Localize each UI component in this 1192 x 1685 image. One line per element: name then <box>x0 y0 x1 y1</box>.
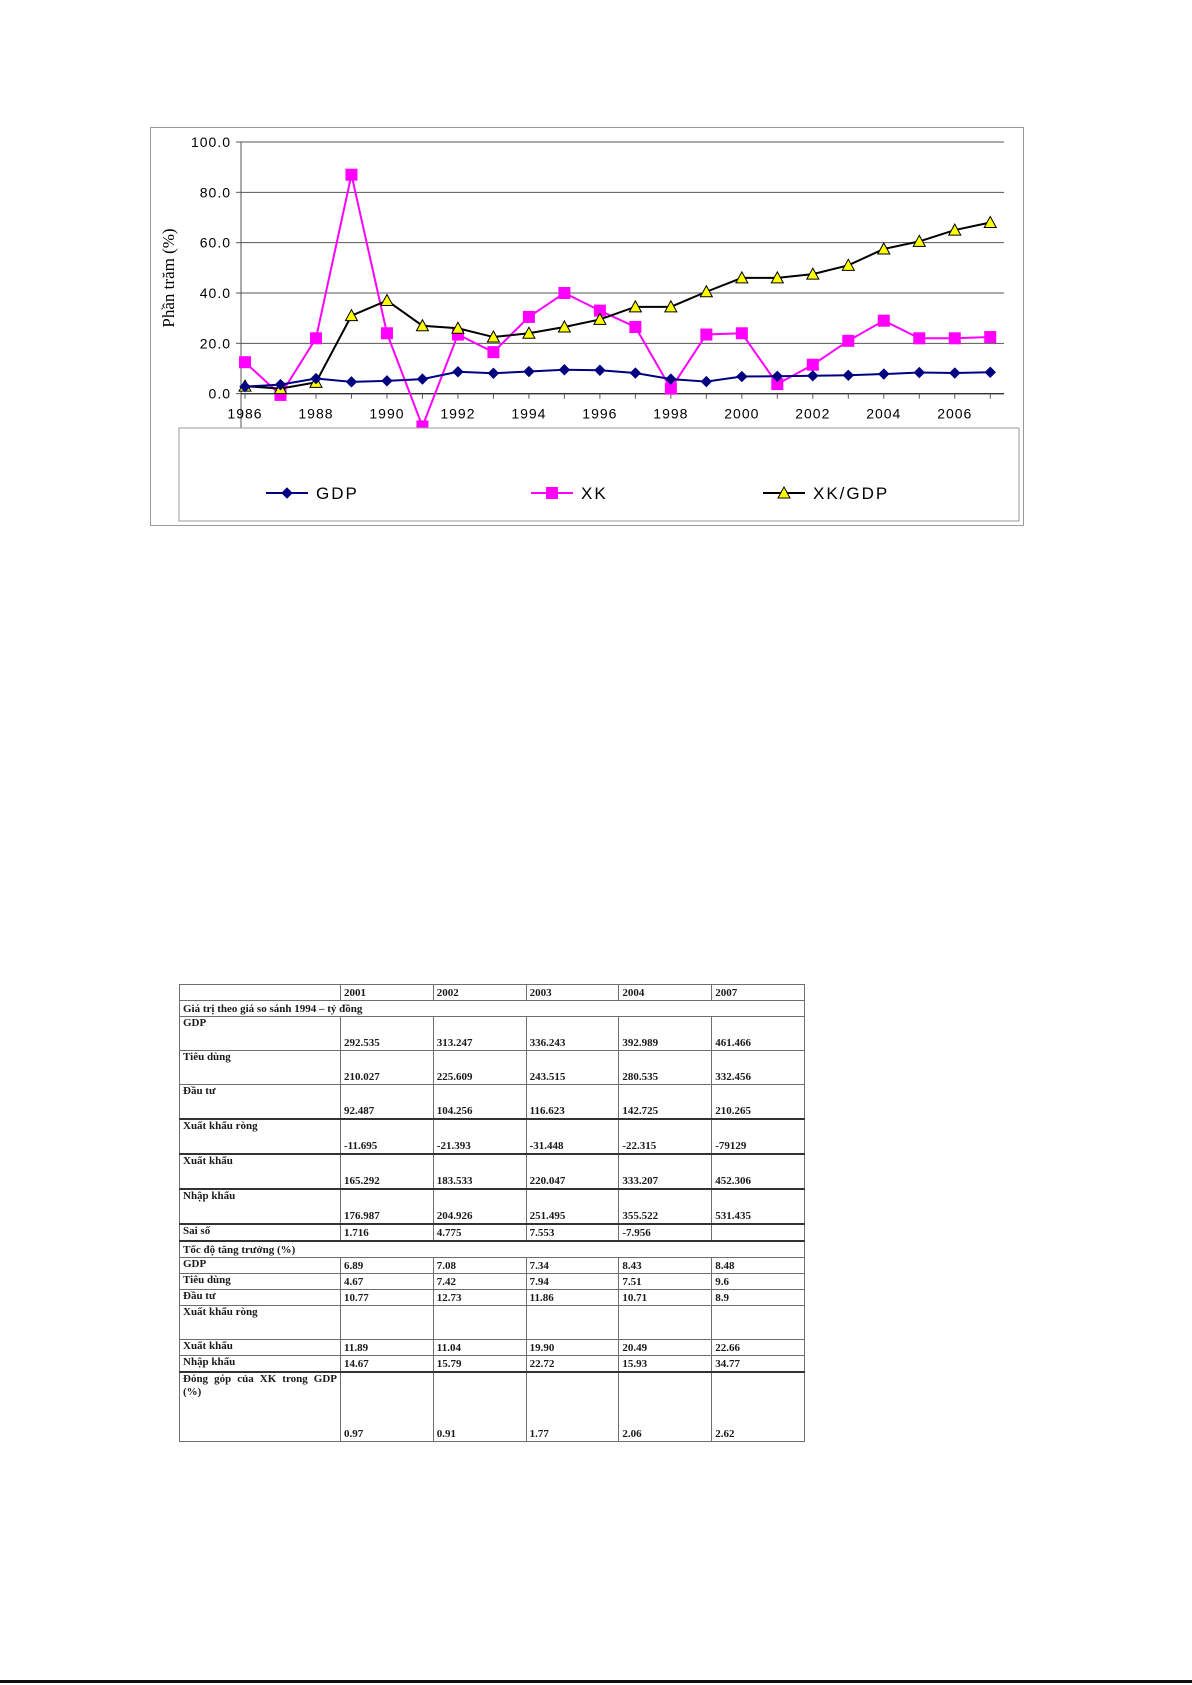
data-table-container <box>179 984 804 1442</box>
table-cell <box>712 1224 805 1241</box>
table-header-row <box>180 985 805 1001</box>
x-tick-label: 1990 <box>369 405 405 422</box>
row-label: Xuất khẩu <box>180 1154 341 1189</box>
data-point-xk <box>346 169 357 180</box>
table-cell: 9.6 <box>712 1274 805 1290</box>
table-cell <box>712 1306 805 1340</box>
table-cell <box>526 1306 619 1340</box>
table-row <box>180 1356 805 1373</box>
data-point-xk-gdp <box>842 259 854 270</box>
data-point-xk <box>701 329 712 340</box>
data-point-xk <box>559 288 570 299</box>
y-axis-label: Phần trăm (%) <box>159 228 178 328</box>
table-cell: 4.775 <box>433 1224 526 1241</box>
table-cell: 7.94 <box>526 1274 619 1290</box>
y-tick-label: 0.0 <box>208 385 231 402</box>
data-point-gdp <box>808 371 818 381</box>
table-cell: 142.725 <box>619 1085 712 1120</box>
table-cell: -22.315 <box>619 1119 712 1154</box>
table-cell: 333.207 <box>619 1154 712 1189</box>
x-tick-label: 2006 <box>937 405 973 422</box>
table-cell: 332.456 <box>712 1051 805 1085</box>
row-label: Nhập khẩu <box>180 1189 341 1224</box>
y-tick-label: 100.0 <box>190 134 231 150</box>
series-line-xk-gdp <box>245 223 990 389</box>
table-cell: 243.515 <box>526 1051 619 1085</box>
section-title: Giá trị theo giá so sánh 1994 – tỷ đồng <box>180 1001 805 1017</box>
table-cell: -21.393 <box>433 1119 526 1154</box>
table-row <box>180 1017 805 1051</box>
table-cell: 7.42 <box>433 1274 526 1290</box>
table-row <box>180 1189 805 1224</box>
data-point-gdp <box>453 367 463 377</box>
table-row <box>180 1258 805 1274</box>
column-header: 2001 <box>341 985 434 1001</box>
data-point-gdp <box>382 376 392 386</box>
x-tick-label: 1996 <box>582 405 618 422</box>
table-cell: 15.79 <box>433 1356 526 1373</box>
legend-box <box>179 428 1019 521</box>
section-title-row <box>180 1241 805 1258</box>
table-row <box>180 1306 805 1340</box>
table-cell: 2.06 <box>619 1372 712 1442</box>
series-line-xk <box>245 175 990 427</box>
data-point-gdp <box>843 370 853 380</box>
grid-lines <box>236 142 1004 444</box>
data-point-xk <box>488 347 499 358</box>
table-cell: 292.535 <box>341 1017 434 1051</box>
section-title: Tốc độ tăng trưởng (%) <box>180 1241 805 1258</box>
data-point-xk <box>914 333 925 344</box>
legend-label-xk-gdp: XK/GDP <box>813 484 890 503</box>
data-point-xk <box>665 383 676 394</box>
row-label: Xuất khẩu ròng <box>180 1119 341 1154</box>
y-tick-labels <box>191 134 231 452</box>
table-cell: 4.67 <box>341 1274 434 1290</box>
table-cell: 7.34 <box>526 1258 619 1274</box>
legend-marker <box>547 488 558 499</box>
line-chart <box>151 128 1023 525</box>
table-cell: 14.67 <box>341 1356 434 1373</box>
table-row <box>180 1051 805 1085</box>
x-tick-label: 1998 <box>653 405 689 422</box>
table-cell <box>619 1306 712 1340</box>
data-point-gdp <box>701 377 711 387</box>
legend-label-xk: XK <box>581 484 608 503</box>
data-table <box>179 984 805 1442</box>
header-corner <box>180 985 341 1001</box>
row-label: Đầu tư <box>180 1290 341 1306</box>
legend-label-gdp: GDP <box>316 484 359 503</box>
y-tick-label: 20.0 <box>199 335 231 352</box>
data-point-xk-gdp <box>984 217 996 228</box>
table-cell: 204.926 <box>433 1189 526 1224</box>
table-cell: 2.62 <box>712 1372 805 1442</box>
data-point-xk <box>630 321 641 332</box>
data-point-xk <box>310 333 321 344</box>
series-gdp <box>240 365 995 392</box>
row-label: GDP <box>180 1258 341 1274</box>
data-point-gdp <box>488 368 498 378</box>
x-tick-label: 1992 <box>440 405 476 422</box>
x-tick-label: 1988 <box>298 405 334 422</box>
table-cell: 15.93 <box>619 1356 712 1373</box>
table-row <box>180 1119 805 1154</box>
data-point-xk <box>736 328 747 339</box>
row-label: Xuất khẩu ròng <box>180 1306 341 1340</box>
y-tick-label: 80.0 <box>199 184 231 201</box>
row-label: Xuất khẩu <box>180 1340 341 1356</box>
table-cell: 22.72 <box>526 1356 619 1373</box>
column-header: 2004 <box>619 985 712 1001</box>
column-header: 2007 <box>712 985 805 1001</box>
table-cell: 0.97 <box>341 1372 434 1442</box>
data-point-xk <box>985 332 996 343</box>
data-point-xk-gdp <box>700 286 712 297</box>
table-cell: 355.522 <box>619 1189 712 1224</box>
data-point-xk <box>240 357 251 368</box>
table-cell: 461.466 <box>712 1017 805 1051</box>
x-tick-label: 2000 <box>724 405 760 422</box>
data-point-gdp <box>595 365 605 375</box>
table-row <box>180 1154 805 1189</box>
y-tick-label: 60.0 <box>199 234 231 251</box>
table-cell: 0.91 <box>433 1372 526 1442</box>
data-point-xk <box>523 311 534 322</box>
row-label: Đóng góp của XK trong GDP (%) <box>180 1372 341 1442</box>
table-cell: 11.04 <box>433 1340 526 1356</box>
table-cell: 19.90 <box>526 1340 619 1356</box>
table-cell: 210.027 <box>341 1051 434 1085</box>
data-point-xk <box>843 335 854 346</box>
table-cell: 7.51 <box>619 1274 712 1290</box>
table-cell: 280.535 <box>619 1051 712 1085</box>
row-label: GDP <box>180 1017 341 1051</box>
data-point-gdp <box>950 368 960 378</box>
table-cell: 34.77 <box>712 1356 805 1373</box>
table-cell: 313.247 <box>433 1017 526 1051</box>
table-cell: 10.71 <box>619 1290 712 1306</box>
row-label: Tiêu dùng <box>180 1051 341 1085</box>
row-label: Đầu tư <box>180 1085 341 1120</box>
table-cell <box>341 1306 434 1340</box>
chart-panel <box>150 127 1024 526</box>
row-label: Sai số <box>180 1224 341 1241</box>
table-cell: 92.487 <box>341 1085 434 1120</box>
table-cell: -7.956 <box>619 1224 712 1241</box>
table-cell: 8.43 <box>619 1258 712 1274</box>
table-cell: 165.292 <box>341 1154 434 1189</box>
table-row <box>180 1290 805 1306</box>
table-row <box>180 1340 805 1356</box>
table-cell: 10.77 <box>341 1290 434 1306</box>
table-cell: 6.89 <box>341 1258 434 1274</box>
x-tick-label: 1994 <box>511 405 547 422</box>
table-cell: 251.495 <box>526 1189 619 1224</box>
table-cell: 20.49 <box>619 1340 712 1356</box>
table-cell: 1.77 <box>526 1372 619 1442</box>
x-tick-label: 2002 <box>795 405 831 422</box>
table-cell: 116.623 <box>526 1085 619 1120</box>
table-cell: 225.609 <box>433 1051 526 1085</box>
table-cell: 8.48 <box>712 1258 805 1274</box>
data-point-xk <box>878 315 889 326</box>
series-lines <box>239 169 996 432</box>
data-point-xk <box>949 333 960 344</box>
table-row <box>180 1224 805 1241</box>
table-row <box>180 1372 805 1442</box>
table-cell: 1.716 <box>341 1224 434 1241</box>
column-header: 2002 <box>433 985 526 1001</box>
data-point-xk <box>807 359 818 370</box>
data-point-xk-gdp <box>381 295 393 306</box>
series-xk <box>240 169 996 432</box>
table-cell: 336.243 <box>526 1017 619 1051</box>
x-tick-labels <box>227 406 972 422</box>
page-bottom-rule <box>0 1680 1192 1683</box>
x-tick-label: 1986 <box>227 405 263 422</box>
table-cell: 12.73 <box>433 1290 526 1306</box>
table-row <box>180 1085 805 1120</box>
table-cell: 392.989 <box>619 1017 712 1051</box>
data-point-gdp <box>559 365 569 375</box>
series-line-gdp <box>245 370 990 387</box>
table-cell: 176.987 <box>341 1189 434 1224</box>
data-point-gdp <box>914 368 924 378</box>
table-cell: 452.306 <box>712 1154 805 1189</box>
table-cell: 183.533 <box>433 1154 526 1189</box>
section-title-row <box>180 1001 805 1017</box>
row-label: Nhập khẩu <box>180 1356 341 1373</box>
table-cell: 8.9 <box>712 1290 805 1306</box>
table-cell: -79129 <box>712 1119 805 1154</box>
table-cell: 220.047 <box>526 1154 619 1189</box>
table-cell: 104.256 <box>433 1085 526 1120</box>
data-point-gdp <box>879 369 889 379</box>
x-tick-label: 2004 <box>866 405 902 422</box>
data-point-gdp <box>985 367 995 377</box>
table-cell: 22.66 <box>712 1340 805 1356</box>
table-cell: 210.265 <box>712 1085 805 1120</box>
table-cell: 11.86 <box>526 1290 619 1306</box>
data-point-gdp <box>737 372 747 382</box>
data-point-gdp <box>346 377 356 387</box>
data-point-gdp <box>417 374 427 384</box>
table-cell: 11.89 <box>341 1340 434 1356</box>
row-label: Tiêu dùng <box>180 1274 341 1290</box>
table-cell: 531.435 <box>712 1189 805 1224</box>
y-tick-label: 40.0 <box>199 285 231 301</box>
table-cell: 7.08 <box>433 1258 526 1274</box>
table-row <box>180 1274 805 1290</box>
table-cell <box>433 1306 526 1340</box>
data-point-xk-gdp <box>345 310 357 321</box>
column-header: 2003 <box>526 985 619 1001</box>
data-point-xk <box>381 328 392 339</box>
table-cell: -11.695 <box>341 1119 434 1154</box>
data-point-gdp <box>630 368 640 378</box>
table-cell: 7.553 <box>526 1224 619 1241</box>
table-cell: -31.448 <box>526 1119 619 1154</box>
data-point-gdp <box>524 367 534 377</box>
